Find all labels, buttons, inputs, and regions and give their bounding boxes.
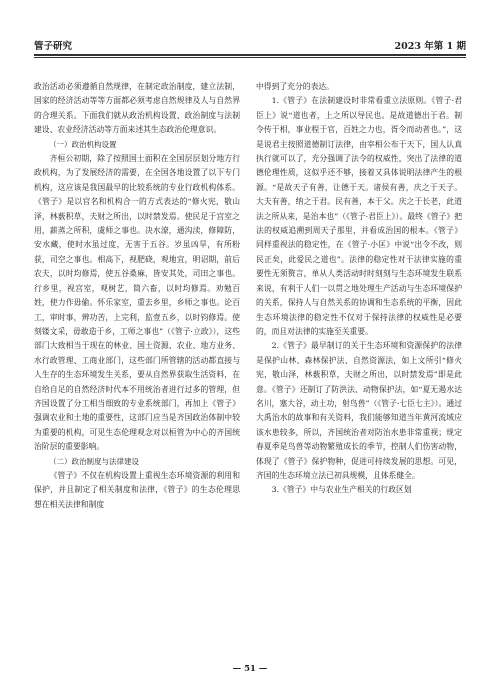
paragraph: 中得到了充分的表达。 xyxy=(256,82,334,91)
page-number: — 51 — xyxy=(232,664,268,674)
header-rule-thin xyxy=(34,57,466,58)
paragraph: 2.《管子》最早制订的关于生态环境和资源保护的法律是保护山林、森林保护法、自然资源法，如上文所引“修火宪，敬山泽，林薮积草，夫财之所出，以时禁发焉”即是此意。《管子》还制订了防洪法、动物保护法，如“夏无遏水达名川，塞大谷，动土功，射鸟兽”（《管子·七臣七主》）。通过大禹治水的故事和有关资料，我们能够知道当年黄河流域应该水患较多，所以，齐国统治者对防治水患非常重视；规定春夏季是鸟兽等动物繁殖成长的季节，控制人们伤害动物，体现了《管子》保护物种，促进可持续发展的思想。可见，齐国的生态环境立法已初具规模，且体系健全。 xyxy=(256,341,462,480)
section-heading: （一）政治机构设置 xyxy=(49,139,117,149)
paragraph: 政治活动必须遵循自然规律，在制定政治制度，建立法制，国家的经济活动等等方面都必须考虑自然规律及人与自然界的合理关系。下面我们就从政治机构设置、政治制度与法制建设、农业经济活动等方面来述其生态政治伦理意识。 xyxy=(34,82,240,135)
left-column xyxy=(34,80,240,512)
paragraph: 3.《管子》中与农业生产相关的行政区划 xyxy=(271,485,412,495)
page-header xyxy=(34,34,466,52)
issue-number: 2023 年第 1 期 xyxy=(394,41,466,52)
header-rule xyxy=(34,54,466,56)
right-column xyxy=(256,80,462,498)
paragraph: 齐桓公初期，除了按照国土面积在全国层层划分地方行政机构，为了发展经济的需要，在全国各地设置了以下专门机构，这应该是我国最早的比较系统的专业行政机构体系。《管子》是以官名和机构合一的方式表达的“修火宪，敬山泽，林薮积草，夫财之所出，以时禁发焉。使民足于宫室之用，薪蒸之所积，虞师之事也。决水潦，通沟渎，修障防，安水藏，使时水虽过度，无害于五谷。岁虽凶旱，有所粉获，司空之事也。相高下，视肥硗，观地宜，明诏期，前后农夫，以时均修焉，使五谷桑麻，皆安其处，司田之事也。行乡里，视宫室，观树艺，简六畜，以时均修焉。劝勉百姓，使力作毋偷。怀乐家室，重去乡里，乡师之事也。论百工，审时事，辨功苦，上完利，监壹五乡，以时钧修焉。使刻镂文采，毋敢造于乡，工师之事也”（《管子·立政》），这些部门大致相当于现在的林业、国土资源、农业、地方业务、水行政管理、工商业部门，这些部门所管辖的活动都直接与人生存的生态环境发生关系，要从自然界获取生活资料，在自给自足的自然经济时代本不用统治者进行过多的管理，但齐国设置了分工相当细致的专业系统部门，再加上《管子》强调农业和土地的重要性，这部门应当是齐国政治体制中较为重要的机构，可见生态伦理观念对以桓管为中心的齐国统治阶层的重要影响。 xyxy=(34,154,240,452)
paragraph: 《管子》不仅在机构设置上重视生态环境资源的利用和保护，并且制定了相关制度和法律，《管子》的生态伦理思想在相关法律和制度 xyxy=(34,470,240,509)
paragraph: 1.《管子》在法制建设时非常看重立法原则。《管子·君臣上》说“道也者，上之所以导民也。是故道德出于君。制令传于相，事业程于官，百姓之力也，胥令而动者也。”，这是说君主按照道德制订法律，由宰相公布于天下，国人认真执行就可以了，充分强调了法令的权威性，突出了法律的道德伦理性质，这似乎还不够，接着又具体说明法律产生的根源。“是故天子有善，让德于天。诸侯有善，庆之于天子。大夫有善，纳之于君。民有善，本于父。庆之于长老，此道法之所从来，是治本也”（《管子·君臣上》）。最终《管子》把法的权威追溯到周天子那里，并看成治国的根本。《管子》同样重视法的稳定性，在《管子·小匡》中说“出令不改，则民正矣，此爱民之道也”。法律的稳定性对于法律实施的重要性无须赘言，单从人类活动时时刻刻与生态环境发生联系来说，有利于人们一以贯之地处理生产活动与生态环境保护的关系，保持人与自然关系的协调和生态系统的平衡，因此生态环境法律的稳定性不仅对于保持法律的权威性是必要的，而且对法律的实施至关重要。 xyxy=(256,96,462,336)
journal-title: 管子研究 xyxy=(34,41,73,52)
section-heading: （二）政治制度与法律建设 xyxy=(49,456,139,466)
